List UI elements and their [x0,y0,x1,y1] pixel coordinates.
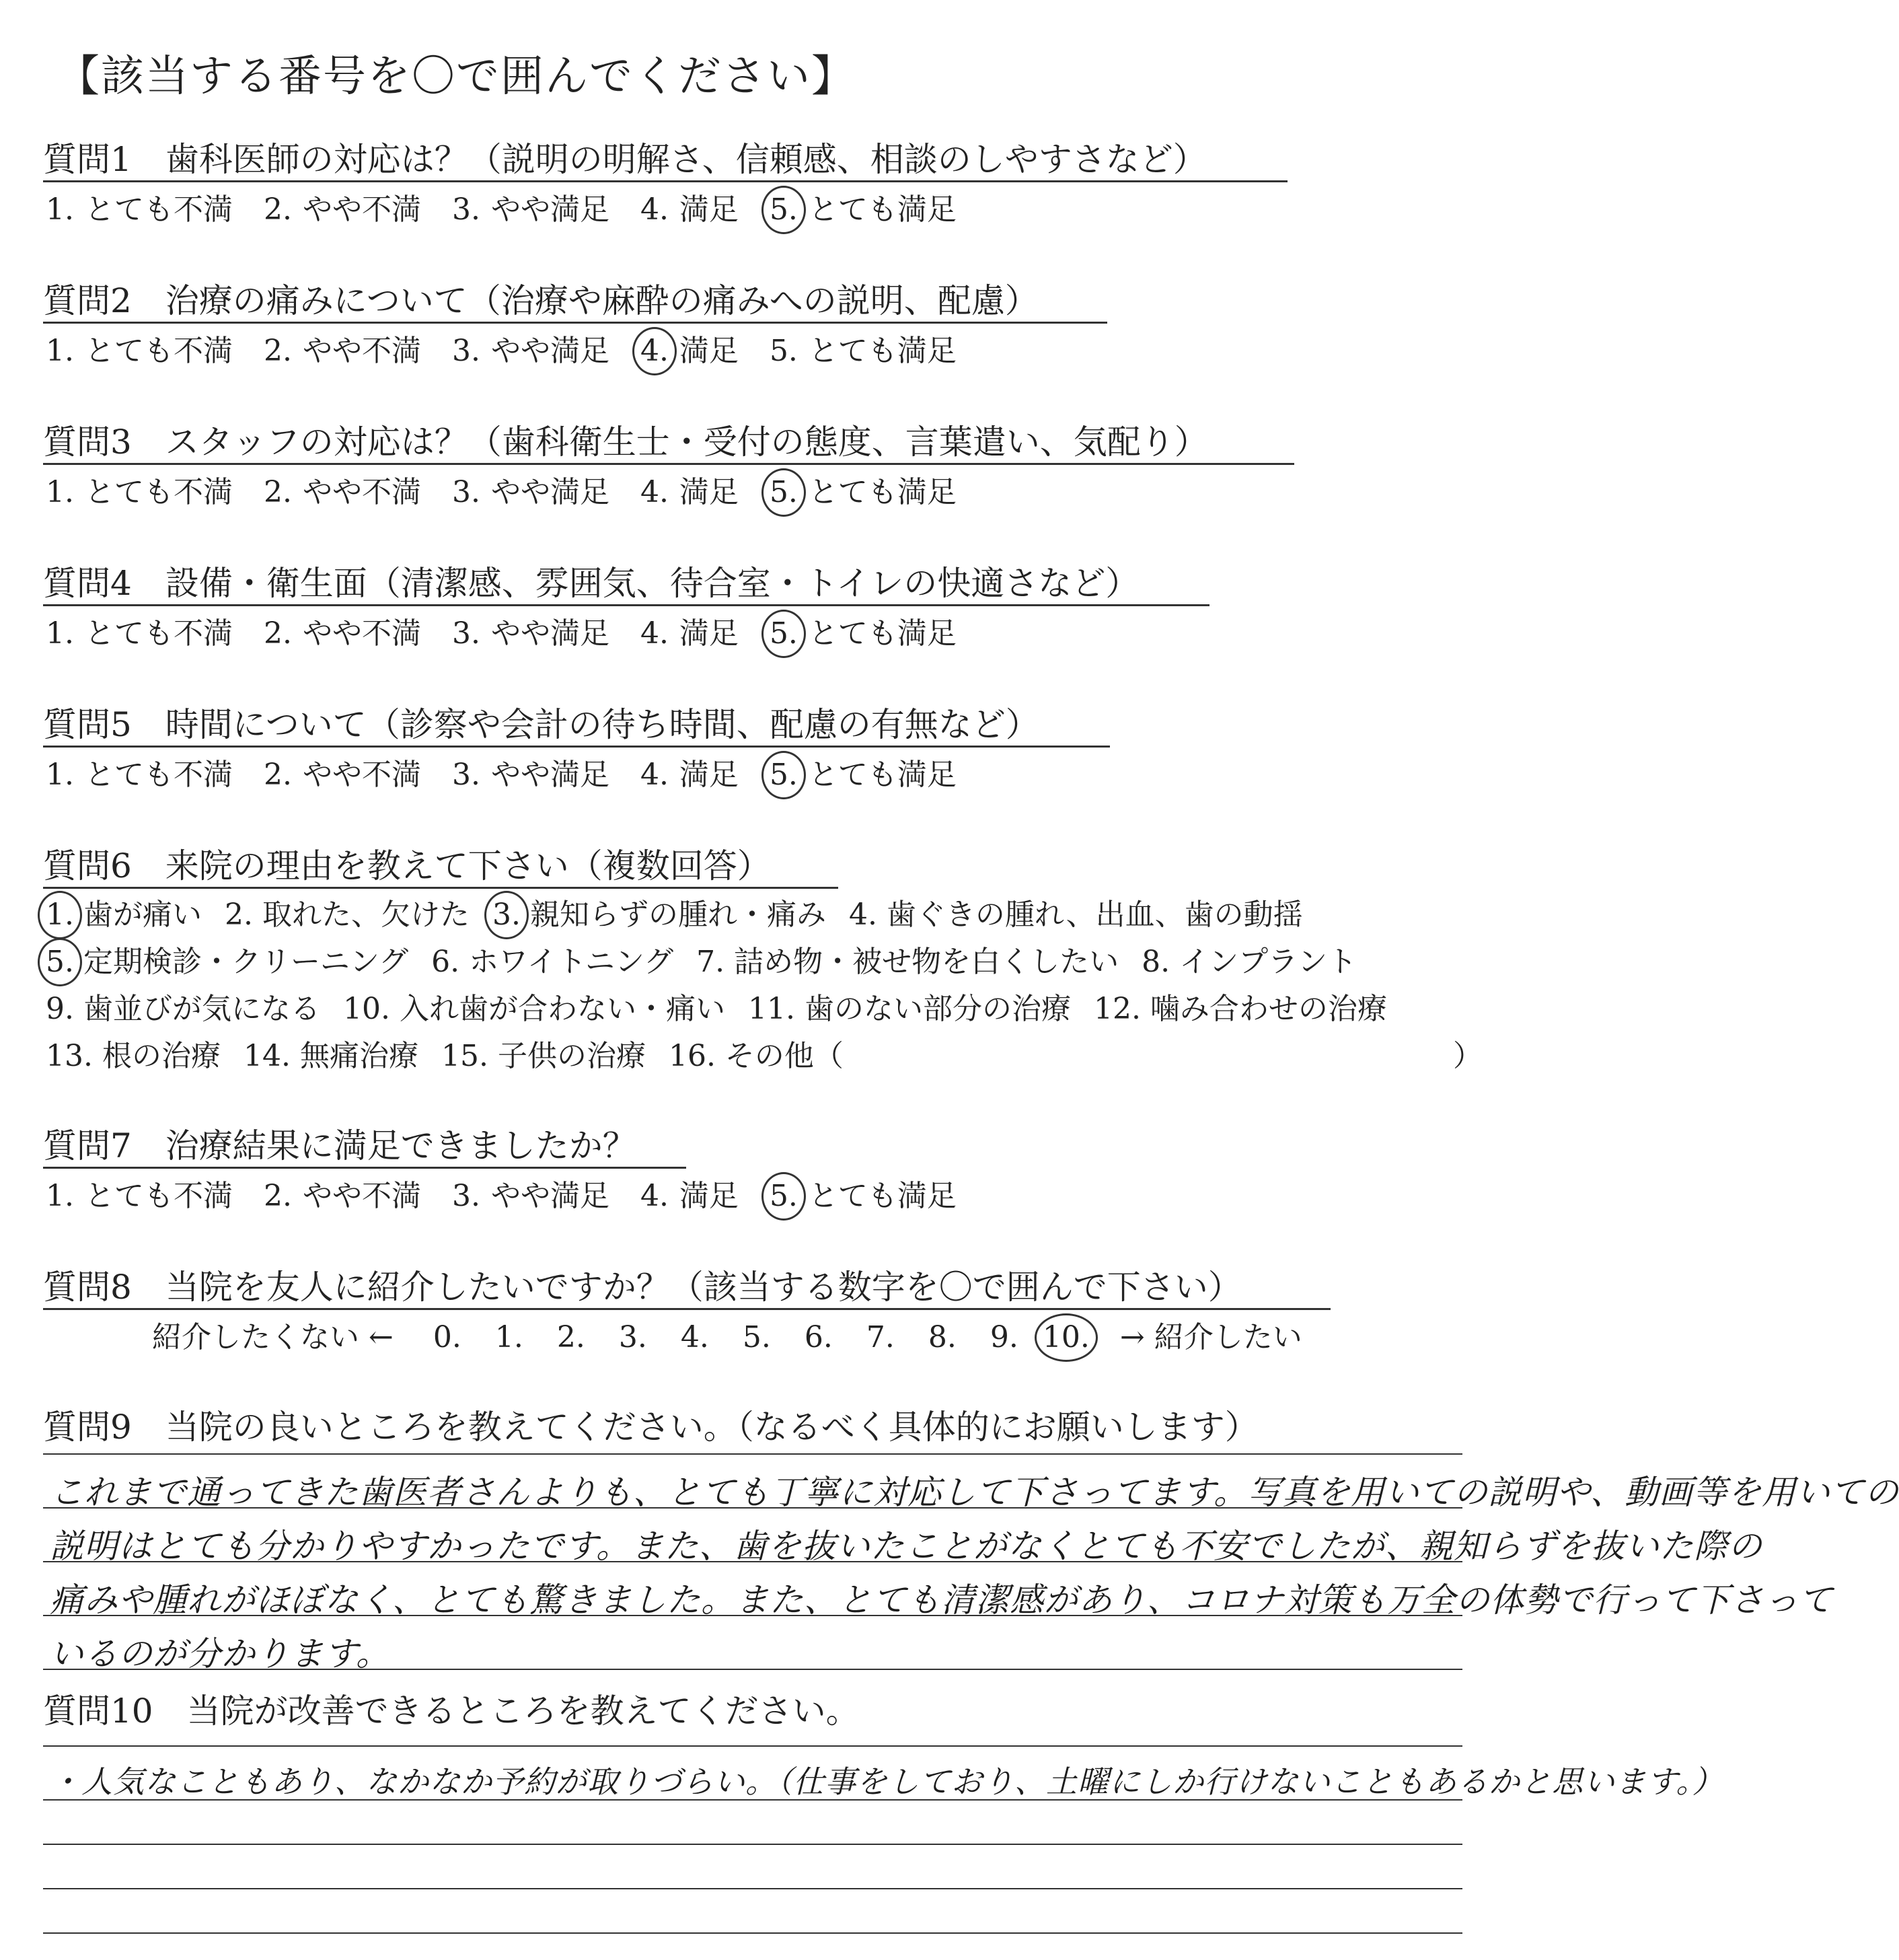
option-label: やや不満 [291,475,421,509]
scale-option-1 [46,760,233,790]
reason-option-4 [849,900,1303,930]
option-label: 入れ歯が合わない・痛い [389,992,725,1026]
option-number: 1. [46,192,74,227]
question-1-label: 質問1 歯科医師の対応は？（説明の明解さ、信頼感、相談のしやすさなど） [43,140,1207,179]
scale-number: 6. [804,1320,833,1354]
question-10-label: 質問10 当院が改善できるところを教えてください。 [43,1692,860,1731]
reason-option-6 [431,947,673,977]
selected-circle-mark: 5. [769,1179,798,1213]
selected-circle-mark: 5. [46,945,74,979]
scale-option-5 [769,192,957,227]
selected-circle-mark: 1. [46,898,74,932]
option-label: とても満足 [797,758,957,792]
question-10-answer-line-1: ・人気なこともあり、なかなか予約が取りづらい。（仕事をしており、土曜にしか行けないこともあるかと思います。） [50,1764,1724,1800]
answer-line [43,1561,1462,1562]
answer-line [43,1844,1462,1845]
question-5-label: 質問5 時間について（診察や会計の待ち時間、配慮の有無など） [43,705,1039,744]
option-label: その他（ [715,1039,844,1073]
option-number: 12. [1093,992,1141,1026]
question-6-row-4 [46,1039,866,1073]
option-number: 2. [263,1179,292,1213]
scale-option-3 [451,1179,609,1213]
question-6-row-3 [46,994,1410,1024]
option-number: 4. [640,192,669,227]
option-number: 3. [451,192,480,227]
scale-number: 7. [866,1320,895,1354]
question-9-label: 質問9 当院の良いところを教えてください。（なるべく具体的にお願いします） [43,1408,1259,1447]
option-number: 6. [431,945,460,979]
option-label: とても不満 [73,758,233,792]
option-number: 15. [441,1039,488,1073]
question-6-row-2 [46,947,1380,977]
option-number: 10. [342,992,390,1026]
answer-line [43,1669,1462,1670]
option-number: 2. [263,192,292,227]
scale-number: 2. [556,1320,585,1354]
option-number: 1. [46,1179,74,1213]
question-7-label: 質問7 治療結果に満足できましたか？ [43,1126,636,1165]
scale-number: 0. [433,1320,461,1354]
selected-circle-mark: 5. [769,758,798,792]
option-label: 満足 [668,334,739,368]
reason-option-5 [46,947,408,977]
scale-option-5 [769,475,957,509]
scale-number-8 [911,1320,973,1354]
answer-line [43,1932,1462,1934]
option-number: 1. [46,616,74,651]
scale-number-10 [1035,1320,1097,1354]
option-label: やや満足 [480,616,609,651]
reason-option-11 [748,994,1071,1024]
option-label: 歯のない部分の治療 [794,992,1071,1026]
option-label: とても満足 [797,334,957,368]
scale-number-9 [973,1320,1035,1354]
question-2-options [46,336,988,366]
option-number: 14. [243,1039,291,1073]
answer-line [43,1453,1462,1455]
scale-option-4 [640,192,739,227]
option-label: やや満足 [480,1179,609,1213]
scale-right-label: → 紹介したい [1119,1320,1302,1354]
scale-number-0 [416,1320,478,1354]
question-9-answer-line-2: 説明はとても分かりやすかったです。また、歯を抜いたことがなくとても不安でしたが、親知らずを抜いた際の [50,1527,1762,1566]
question-2-underline [43,322,1107,324]
answer-line [43,1615,1462,1616]
scale-option-2 [264,336,421,366]
option-label: とても不満 [73,192,233,227]
question-3-label: 質問3 スタッフの対応は？（歯科衛生士・受付の態度、言葉遣い、気配り） [43,423,1208,462]
scale-option-3 [452,760,609,790]
reason-option-2 [225,900,470,930]
option-number: 3. [451,758,480,792]
reason-option-9 [46,994,320,1024]
scale-option-4 [640,760,739,790]
scale-number-6 [788,1320,850,1354]
selected-circle-mark: 10. [1042,1320,1090,1354]
scale-number: 1. [494,1320,523,1354]
option-label: 満足 [668,616,739,651]
option-label: 満足 [668,758,739,792]
reason-option-8 [1142,947,1357,977]
scale-number-3 [602,1320,664,1354]
scale-option-1 [46,475,233,509]
option-label: 満足 [668,1179,739,1213]
option-number: 4. [640,616,669,651]
option-label: やや満足 [480,758,609,792]
option-label: やや不満 [291,616,421,651]
option-label: 取れた、欠けた [252,898,470,932]
option-number: 3. [451,616,480,651]
option-number: 8. [1142,945,1170,979]
page-header: 【該当する番号を〇で囲んでください】 [57,52,856,102]
option-label: とても満足 [797,616,957,651]
option-number: 9. [46,992,74,1026]
option-number: 3. [451,334,480,368]
option-number: 4. [640,1179,669,1213]
option-number: 4. [640,758,669,792]
option-label: 満足 [668,475,739,509]
option-number: 2. [263,475,292,509]
option-number: 2. [224,898,253,932]
question-4-label: 質問4 設備・衛生面（清潔感、雰囲気、待合室・トイレの快適さなど） [43,564,1140,603]
reason-option-16 [668,1039,844,1073]
scale-option-1 [46,192,233,227]
scale-option-2 [263,475,421,509]
scale-option-1 [46,1179,233,1213]
option-label: 詰め物・被せ物を白くしたい [724,945,1119,979]
scale-number-2 [540,1320,602,1354]
scale-left-label: 紹介したくない ← [152,1320,394,1354]
scale-option-4 [640,1179,739,1213]
selected-circle-mark: 4. [640,334,669,368]
scale-option-4 [640,475,739,509]
scale-number: 4. [680,1320,709,1354]
answer-line [43,1745,1462,1747]
reason-option-12 [1094,994,1387,1024]
option-number: 2. [263,334,292,368]
option-number: 16. [668,1039,716,1073]
option-label: ホワイトニング [459,945,674,979]
reason-option-1 [46,900,202,930]
option-label: とても満足 [797,1179,957,1213]
option-label: とても不満 [73,1179,233,1213]
option-label: 歯が痛い [73,898,202,932]
answer-line [43,1888,1462,1889]
scale-option-2 [263,616,421,651]
option-number: 1. [46,334,74,368]
option-label: インプラント [1170,945,1357,979]
scale-option-3 [452,336,609,366]
question-8-underline [43,1308,1331,1310]
reason-option-13 [46,1039,221,1073]
scale-option-2 [264,760,421,790]
option-label: とても不満 [73,475,233,509]
question-9-answer-line-4: いるのが分かります。 [50,1634,390,1673]
scale-option-1 [46,616,233,651]
scale-option-1 [46,336,233,366]
option-label: 歯ぐきの腫れ、出血、歯の動揺 [877,898,1303,932]
question-9-answer-line-3: 痛みや腫れがほぼなく、とても驚きました。また、とても清潔感があり、コロナ対策も万全の体勢で行って下さって [50,1581,1833,1620]
option-number: 11. [747,992,795,1026]
option-number: 2. [263,758,292,792]
option-label: 無痛治療 [290,1039,418,1073]
answer-line [43,1507,1462,1509]
option-label: とても不満 [73,616,233,651]
question-4-options [46,616,988,651]
selected-circle-mark: 5. [769,475,798,509]
option-label: とても満足 [797,192,957,227]
option-label: 親知らずの腫れ・痛み [520,898,826,932]
question-5-underline [43,746,1110,748]
reason-option-14 [243,1039,418,1073]
scale-option-2 [263,192,421,227]
option-number: 1. [46,475,74,509]
scale-number: 9. [990,1320,1018,1354]
scale-option-5 [770,760,957,790]
selected-circle-mark: 3. [492,898,521,932]
scale-option-4 [640,616,739,651]
reason-option-7 [696,947,1119,977]
scale-option-5 [770,336,957,366]
option-label: 歯並びが気になる [73,992,320,1026]
question-6-underline [43,887,838,889]
question-7-underline [43,1167,686,1169]
question-2-label: 質問2 治療の痛みについて（治療や麻酔の痛みへの説明、配慮） [43,281,1039,320]
question-1-underline [43,180,1288,182]
option-number: 2. [263,616,292,651]
scale-number: 5. [742,1320,771,1354]
question-6-row-1 [46,900,1326,930]
option-label: とても不満 [73,334,233,368]
scale-numbers [416,1320,1097,1354]
option-number: 3. [451,475,480,509]
scale-option-3 [451,192,609,227]
option-number: 4. [848,898,877,932]
scale-option-2 [263,1179,421,1213]
question-7-options [46,1179,988,1213]
question-4-underline [43,604,1209,606]
option-number: 4. [640,475,669,509]
option-label: やや満足 [480,334,609,368]
option-label: やや満足 [480,475,609,509]
scale-number-5 [726,1320,788,1354]
selected-circle-mark: 5. [769,616,798,651]
option-label: やや不満 [291,1179,421,1213]
selected-circle-mark: 5. [769,192,798,227]
option-label: 根の治療 [92,1039,221,1073]
scale-number-1 [478,1320,540,1354]
option-label: 満足 [668,192,739,227]
question-6-label: 質問6 来院の理由を教えて下さい（複数回答） [43,846,771,885]
scale-option-4 [640,336,739,366]
option-label: やや不満 [291,192,421,227]
scale-number: 3. [618,1320,647,1354]
question-9-answer-line-1: これまで通ってきた歯医者さんよりも、とても丁寧に対応して下さってます。写真を用いての説明や、動画等を用いての [50,1473,1899,1512]
option-number: 7. [696,945,725,979]
scale-option-3 [451,475,609,509]
option-number: 13. [46,1039,93,1073]
reason-option-3 [492,900,826,930]
answer-line [43,1799,1462,1801]
option-label: 定期検診・クリーニング [73,945,409,979]
option-number: 1. [46,758,74,792]
scale-option-5 [769,1179,957,1213]
option-number: 5. [769,334,798,368]
option-label: とても満足 [797,475,957,509]
question-6-close-paren: ） [1453,1039,1483,1073]
reason-option-15 [441,1039,646,1073]
option-label: やや満足 [480,192,609,227]
option-label: 子供の治療 [488,1039,646,1073]
question-5-options [46,760,988,790]
option-label: やや不満 [291,758,421,792]
scale-number-7 [850,1320,911,1354]
scale-number-4 [664,1320,726,1354]
scale-option-5 [769,616,957,651]
scale-number: 8. [928,1320,957,1354]
option-number: 3. [451,1179,480,1213]
question-3-underline [43,463,1294,465]
question-8-scale [139,1320,1316,1354]
question-8-label: 質問8 当院を友人に紹介したいですか？（該当する数字を〇で囲んで下さい） [43,1268,1242,1307]
reason-option-10 [343,994,725,1024]
option-label: やや不満 [291,334,421,368]
question-1-options [46,192,988,227]
question-3-options [46,475,988,509]
option-label: 噛み合わせの治療 [1140,992,1387,1026]
scale-option-3 [451,616,609,651]
